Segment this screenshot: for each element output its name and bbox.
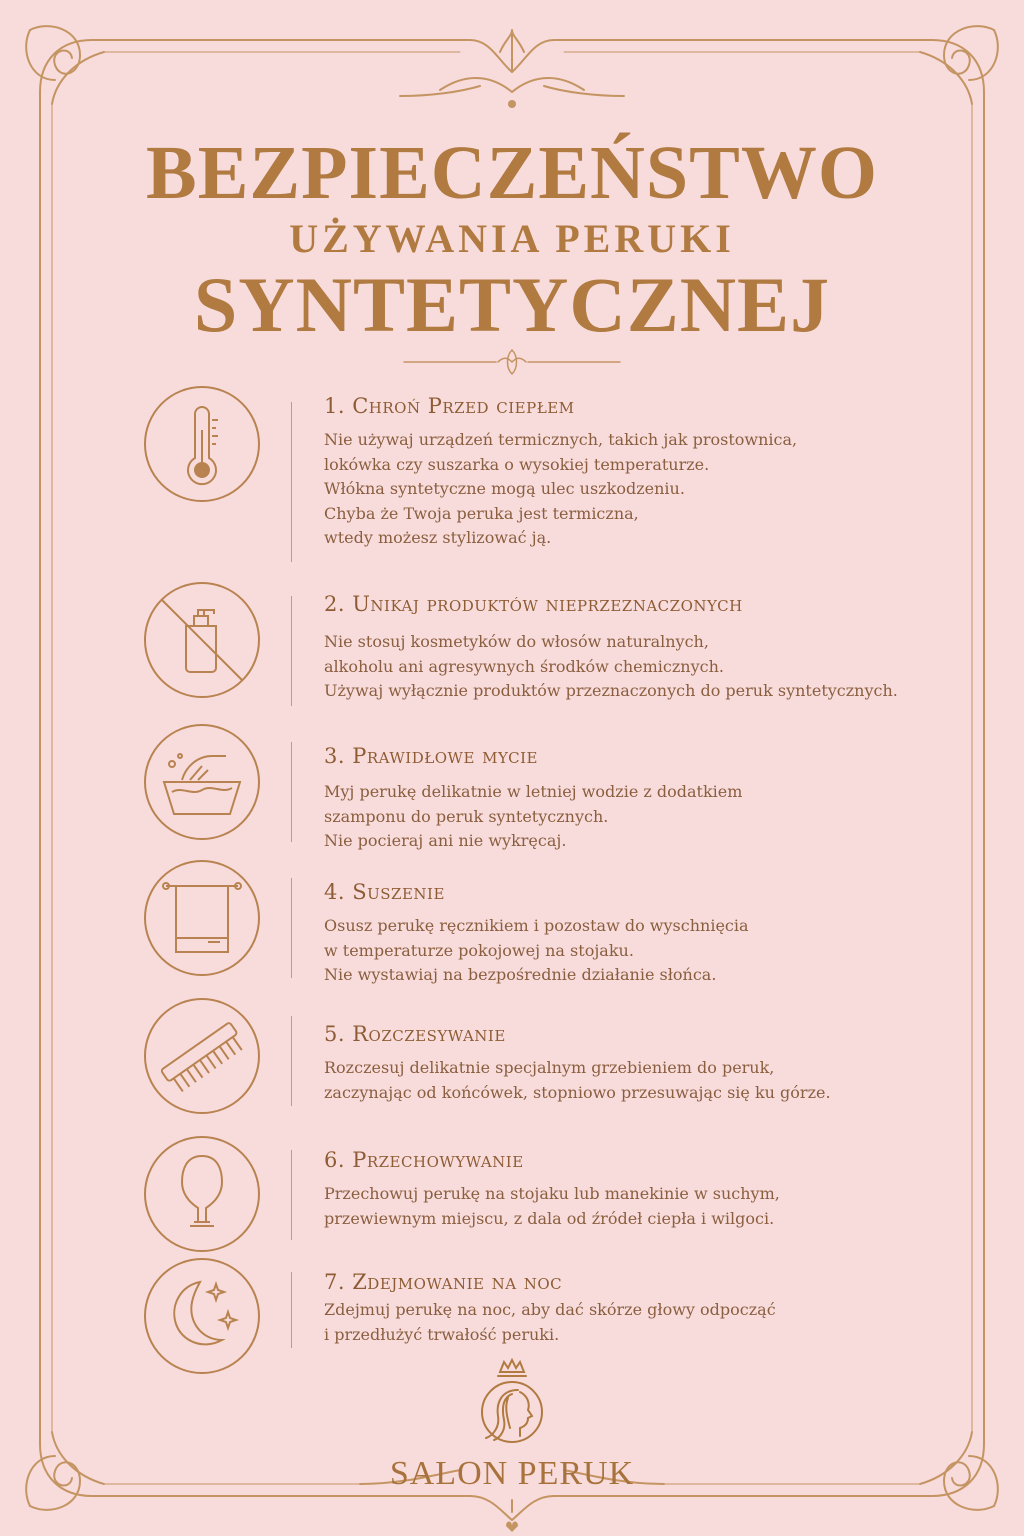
rule-2-line: alkoholu ani agresywnych środków chemicznych.	[324, 656, 724, 676]
rule-7-line: i przedłużyć trwałość peruki.	[324, 1324, 560, 1344]
rule-2-text	[324, 630, 898, 704]
rule-3-line: szamponu do peruk syntetycznych.	[324, 806, 609, 826]
wig-stand-icon	[142, 1134, 262, 1254]
rule-5-text	[324, 1056, 831, 1105]
rule-1-line: Nie używaj urządzeń termicznych, takich jak prostownica,	[324, 430, 798, 449]
rule-3-title: 3. Prawidłowe mycie	[324, 744, 538, 768]
rule-divider	[291, 742, 292, 842]
rule-3-text	[324, 780, 742, 854]
rule-divider	[291, 1150, 292, 1240]
rule-1-line: lokówka czy suszarka o wysokiej temperaturze.	[324, 454, 710, 474]
rule-1-line: Chyba że Twoja peruka jest termiczna,	[324, 503, 639, 523]
moon-icon	[142, 1256, 262, 1376]
rule-4-text	[324, 914, 749, 988]
rule-1-title: 1. Chroń Przed ciepłem	[324, 394, 575, 418]
rule-1-line: Włókna syntetyczne mogą ulec uszkodzeniu.	[324, 479, 685, 498]
rule-divider	[291, 1016, 292, 1106]
rule-5-line: zaczynając od końcówek, stopniowo przesuwając się ku górze.	[324, 1082, 831, 1102]
rule-1-text	[324, 428, 797, 551]
rule-divider	[291, 878, 292, 978]
rule-2-line: Używaj wyłącznie produktów przeznaczonych do peruk syntetycznych.	[324, 681, 898, 700]
title-line-1: BEZPIECZEŃSTWO	[146, 131, 878, 215]
no-products-icon	[142, 580, 262, 700]
towel-icon	[142, 858, 262, 978]
rule-6-title: 6. Przechowywanie	[324, 1148, 524, 1172]
rule-7-line: Zdejmuj perukę na noc, aby dać skórze głowy odpocząć	[324, 1300, 776, 1319]
washing-icon	[142, 722, 262, 842]
rule-6-line: Przechowuj perukę na stojaku lub manekinie w suchym,	[324, 1184, 780, 1203]
crowned-woman-profile-icon	[462, 1358, 562, 1458]
brand-name: SALON PERUK	[389, 1455, 635, 1492]
rule-7-title: 7. Zdejmowanie na noc	[324, 1270, 563, 1294]
rule-4-line: w temperaturze pokojowej na stojaku.	[324, 940, 634, 960]
rule-4-line: Nie wystawiaj na bezpośrednie działanie słońca.	[324, 965, 717, 984]
rule-6-line: przewiewnym miejscu, z dala od źródeł ciepła i wilgoci.	[324, 1208, 775, 1228]
rule-7-text	[324, 1298, 776, 1347]
rule-3-line: Nie pocieraj ani nie wykręcaj.	[324, 831, 567, 850]
rule-divider	[291, 596, 292, 706]
rule-4-line: Osusz perukę ręcznikiem i pozostaw do wyschnięcia	[324, 916, 749, 935]
title-line-3: SYNTETYCZNEJ	[193, 261, 831, 348]
rule-1-line: wtedy możesz stylizować ją.	[324, 528, 552, 547]
rule-2-line: Nie stosuj kosmetyków do włosów naturalnych,	[324, 632, 709, 651]
title-line-2: UŻYWANIA PERUKI	[289, 216, 735, 261]
rule-2-title: 2. Unikaj produktów nieprzeznaczonych	[324, 592, 743, 616]
rule-6-text	[324, 1182, 780, 1231]
comb-icon	[142, 996, 262, 1116]
rule-5-line: Rozczesuj delikatnie specjalnym grzebieniem do peruk,	[324, 1058, 775, 1077]
rule-5-title: 5. Rozczesywanie	[324, 1022, 506, 1046]
rule-4-title: 4. Suszenie	[324, 880, 445, 904]
rule-3-line: Myj perukę delikatnie w letniej wodzie z dodatkiem	[324, 782, 743, 801]
rule-divider	[291, 1272, 292, 1348]
thermometer-icon	[142, 384, 262, 504]
rule-divider	[291, 402, 292, 562]
